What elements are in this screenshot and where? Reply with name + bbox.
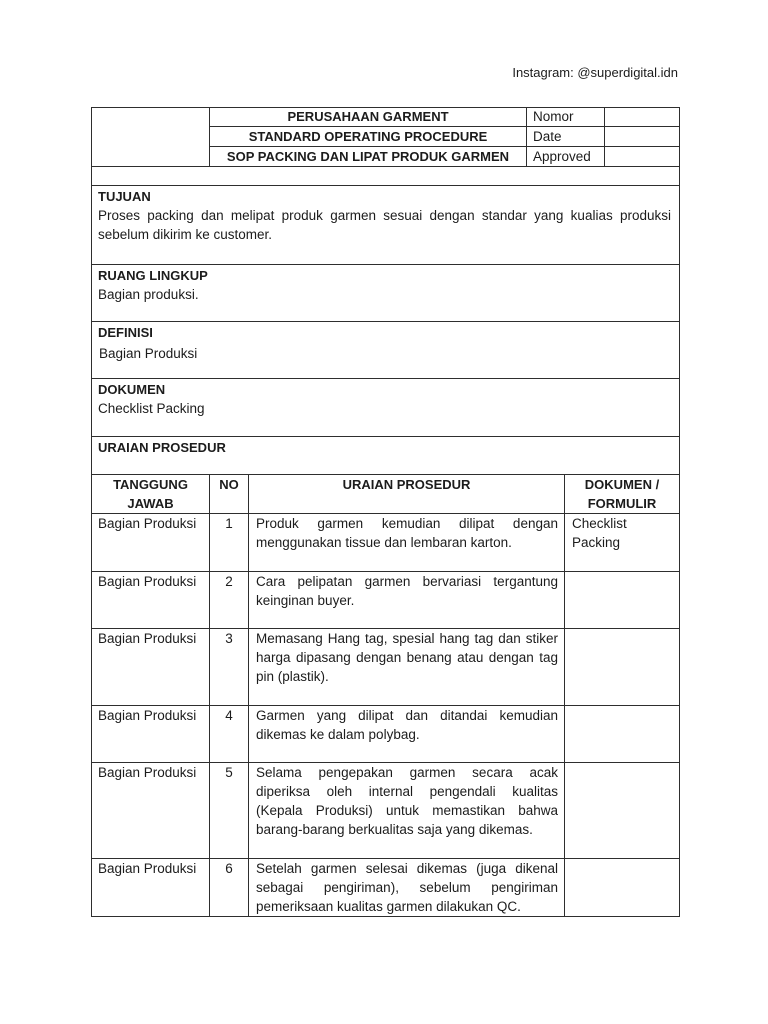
document-cell xyxy=(565,629,680,706)
meta-value-nomor xyxy=(605,108,680,127)
procedure-description-cell xyxy=(249,514,565,572)
section-definisi xyxy=(92,322,680,379)
section-heading-ruang-lingkup: RUANG LINGKUP xyxy=(98,268,208,283)
company-name: PERUSAHAAN GARMENT xyxy=(210,108,527,127)
procedure-table-header xyxy=(92,475,680,514)
procedure-description-cell xyxy=(249,706,565,763)
description-line: pemeriksaan kualitas garmen dilakukan QC. xyxy=(256,899,521,914)
section-heading-definisi: DEFINISI xyxy=(98,325,153,340)
description-line: pin (plastik). xyxy=(256,669,329,684)
step-number-cell: 5 xyxy=(210,763,249,859)
description-line: diperiksa oleh internal pengendali kualitas xyxy=(256,784,558,799)
step-number-cell: 3 xyxy=(210,629,249,706)
procedure-description-cell xyxy=(249,859,565,917)
meta-label-date: Date xyxy=(527,127,605,147)
dokumen-text: Checklist Packing xyxy=(98,401,205,416)
column-header-dokumen-formulir: DOKUMEN / FORMULIR xyxy=(565,475,680,514)
section-heading-dokumen: DOKUMEN xyxy=(98,382,166,397)
section-heading-uraian-prosedur: URAIAN PROSEDUR xyxy=(98,440,226,455)
responsible-cell: Bagian Produksi xyxy=(92,763,210,859)
procedure-description-cell xyxy=(249,572,565,629)
document-cell xyxy=(565,706,680,763)
step-number-cell: 4 xyxy=(210,706,249,763)
sop-sections-table xyxy=(91,166,680,475)
column-header-tanggung-jawab: TANGGUNG JAWAB xyxy=(92,475,210,514)
description-line: (Kepala Produksi) untuk memastikan bahwa xyxy=(256,803,558,818)
sop-header-table xyxy=(91,107,680,167)
responsible-cell: Bagian Produksi xyxy=(92,629,210,706)
section-tujuan xyxy=(92,186,680,265)
meta-label-approved: Approved xyxy=(527,147,605,167)
document-cell xyxy=(565,859,680,917)
responsible-cell: Bagian Produksi xyxy=(92,859,210,917)
responsible-cell: Bagian Produksi xyxy=(92,572,210,629)
document-title: SOP PACKING DAN LIPAT PRODUK GARMEN xyxy=(210,147,527,167)
step-number-cell: 6 xyxy=(210,859,249,917)
table-row xyxy=(92,706,680,763)
description-line: Memasang Hang tag, spesial hang tag dan stiker xyxy=(256,631,558,646)
meta-value-date xyxy=(605,127,680,147)
document-cell xyxy=(565,763,680,859)
description-line: Setelah garmen selesai dikemas (juga dikenal xyxy=(256,861,558,876)
section-dokumen xyxy=(92,379,680,437)
document-cell xyxy=(565,572,680,629)
description-line: keinginan buyer. xyxy=(256,593,355,608)
description-line: dikemas ke dalam polybag. xyxy=(256,727,420,742)
meta-value-approved xyxy=(605,147,680,167)
step-number-cell: 1 xyxy=(210,514,249,572)
procedure-description-cell xyxy=(249,629,565,706)
sop-document xyxy=(91,107,679,917)
document-cell: Checklist Packing xyxy=(565,514,680,572)
step-number-cell: 2 xyxy=(210,572,249,629)
section-heading-tujuan: TUJUAN xyxy=(98,189,151,204)
spacer-row-cell xyxy=(92,167,680,186)
table-row xyxy=(92,572,680,629)
description-line: Cara pelipatan garmen bervariasi tergantung xyxy=(256,574,558,589)
table-row xyxy=(92,763,680,859)
description-line: harga dipasang dengan benang atau dengan tag xyxy=(256,650,558,665)
description-line: sebagai pengiriman), sebelum pengiriman xyxy=(256,880,558,895)
responsible-cell: Bagian Produksi xyxy=(92,706,210,763)
instagram-handle-note: Instagram: @superdigital.idn xyxy=(512,65,678,80)
column-header-no: NO xyxy=(210,475,249,514)
section-ruang-lingkup xyxy=(92,265,680,322)
description-line: Selama pengepakan garmen secara acak xyxy=(256,765,558,780)
description-line: Produk garmen kemudian dilipat dengan xyxy=(256,516,558,531)
meta-label-nomor: Nomor xyxy=(527,108,605,127)
description-line: Garmen yang dilipat dan ditandai kemudian xyxy=(256,708,558,723)
ruang-lingkup-text: Bagian produksi. xyxy=(98,287,199,302)
procedure-description-cell xyxy=(249,763,565,859)
tujuan-text-line: sebelum dikirim ke customer. xyxy=(98,227,273,242)
logo-placeholder-cell xyxy=(92,108,210,167)
table-row xyxy=(92,859,680,917)
tujuan-text-line: Proses packing dan melipat produk garmen sesuai dengan standar yang kualias produksi xyxy=(98,208,671,223)
responsible-cell: Bagian Produksi xyxy=(92,514,210,572)
description-line: barang-barang berkualitas saja yang dikemas. xyxy=(256,822,533,837)
description-line: menggunakan tissue dan lembaran karton. xyxy=(256,535,512,550)
definisi-text: Bagian Produksi xyxy=(99,346,198,361)
column-header-uraian-prosedur: URAIAN PROSEDUR xyxy=(249,475,565,514)
table-row xyxy=(92,629,680,706)
section-uraian-prosedur xyxy=(92,437,680,475)
procedure-table xyxy=(91,474,680,917)
document-type: STANDARD OPERATING PROCEDURE xyxy=(210,127,527,147)
table-row xyxy=(92,514,680,572)
